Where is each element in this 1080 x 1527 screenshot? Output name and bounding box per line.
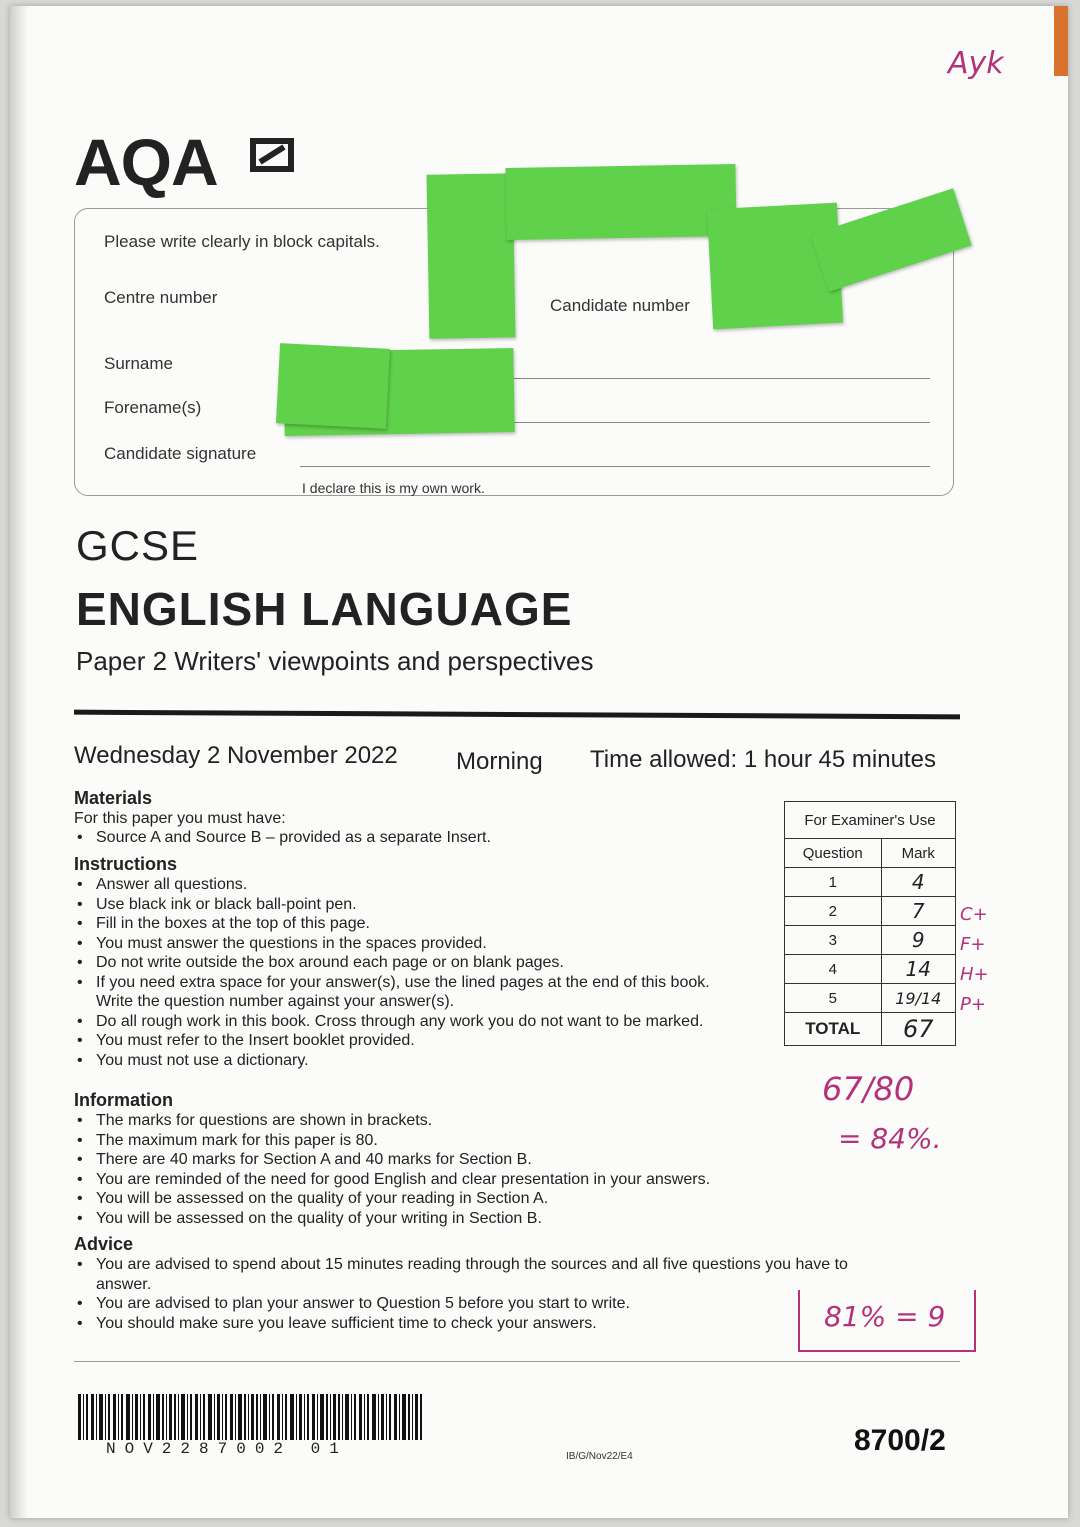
instructions-section xyxy=(74,854,714,1070)
instructions-heading: Instructions xyxy=(74,854,178,874)
instruction-item: • You must refer to the Insert booklet provided. xyxy=(96,1031,714,1051)
advice-item: • You should make sure you leave sufficient time to check your answers. xyxy=(96,1314,874,1334)
instruction-item: • Use black ink or black ball-point pen. xyxy=(96,895,714,915)
materials-intro: For this paper you must have: xyxy=(74,810,286,827)
forenames-label: Forename(s) xyxy=(104,398,202,417)
examiner-table-title: For Examiner's Use xyxy=(785,802,956,839)
instruction-item: • Do not write outside the box around each page or on blank pages. xyxy=(96,953,714,973)
privacy-tape-6 xyxy=(276,343,390,429)
aqa-logo-mark-icon xyxy=(250,138,294,172)
barcode-number: NOV2287002 01 xyxy=(106,1440,348,1458)
signature-line[interactable] xyxy=(300,466,930,467)
block-capitals-instruction: Please write clearly in block capitals. xyxy=(104,232,380,251)
information-item: • The marks for questions are shown in brackets. xyxy=(96,1111,794,1131)
question-number: 3 xyxy=(785,926,882,955)
instruction-item: • If you need extra space for your answer(s), use the lined pages at the end of this book. Write the question number against your answer(s). xyxy=(96,973,714,1012)
question-number: 2 xyxy=(785,897,882,926)
signature-label: Candidate signature xyxy=(104,444,257,463)
instruction-item: • Do all rough work in this book. Cross through any work you do not want to be marked. xyxy=(96,1012,714,1032)
exam-time-of-day: Morning xyxy=(456,748,543,775)
instruction-item: • You must not use a dictionary. xyxy=(96,1051,714,1071)
centre-number-label: Centre number xyxy=(104,288,218,307)
grade-note-q5: P+ xyxy=(960,994,986,1015)
total-mark: 67 xyxy=(881,1013,956,1046)
candidate-number-label: Candidate number xyxy=(550,296,690,315)
information-section xyxy=(74,1090,794,1228)
information-item: • You will be assessed on the quality of your writing in Section B. xyxy=(96,1209,794,1229)
materials-item: • Source A and Source B – provided as a separate Insert. xyxy=(96,828,774,848)
materials-heading: Materials xyxy=(74,788,153,808)
information-item: • There are 40 marks for Section A and 40 marks for Section B. xyxy=(96,1150,794,1170)
question-mark: 9 xyxy=(881,926,956,955)
page-edge-shadow xyxy=(10,6,28,1518)
exam-cover-page xyxy=(10,6,1068,1518)
question-mark: 7 xyxy=(881,897,956,926)
information-heading: Information xyxy=(74,1090,173,1110)
background-corner xyxy=(1054,6,1068,76)
examiner-use-table xyxy=(784,801,956,1046)
advice-item: • You are advised to plan your answer to Question 5 before you start to write. xyxy=(96,1294,874,1314)
question-number: 4 xyxy=(785,955,882,984)
document-reference: IB/G/Nov22/E4 xyxy=(566,1451,633,1462)
grade-note-q3: F+ xyxy=(960,934,986,955)
question-mark: 19/14 xyxy=(881,984,956,1013)
information-item: • You are reminded of the need for good English and clear presentation in your answers. xyxy=(96,1170,794,1190)
subject-title: ENGLISH LANGUAGE xyxy=(76,583,573,635)
question-number: 5 xyxy=(785,984,882,1013)
instruction-item: • You must answer the questions in the spaces provided. xyxy=(96,934,714,954)
privacy-tape-2 xyxy=(505,164,736,240)
question-number: 1 xyxy=(785,868,882,897)
aqa-logo: AQA xyxy=(74,125,218,199)
footer-rule xyxy=(74,1361,960,1362)
question-mark: 4 xyxy=(881,868,956,897)
grade-note-q2: C+ xyxy=(960,904,988,925)
instruction-item: • Fill in the boxes at the top of this page. xyxy=(96,914,714,934)
question-column-header: Question xyxy=(785,839,882,868)
privacy-tape-1 xyxy=(427,173,516,338)
qualification-level: GCSE xyxy=(76,522,200,569)
paper-title: Paper 2 Writers' viewpoints and perspectives xyxy=(76,646,594,676)
advice-heading: Advice xyxy=(74,1234,134,1254)
barcode-icon xyxy=(78,1394,422,1440)
time-allowed: Time allowed: 1 hour 45 minutes xyxy=(590,746,936,773)
declaration-text: I declare this is my own work. xyxy=(302,480,485,496)
advice-item: • You are advised to spend about 15 minutes reading through the sources and all five questions you have to answer. xyxy=(96,1255,874,1294)
grade-note-q4: H+ xyxy=(960,964,989,985)
paper-code: 8700/2 xyxy=(854,1424,946,1457)
question-mark: 14 xyxy=(881,955,956,984)
handwritten-percent: = 84%. xyxy=(838,1122,942,1155)
advice-section xyxy=(74,1234,874,1333)
title-rule xyxy=(74,710,960,720)
handwritten-score: 67/80 xyxy=(822,1070,915,1108)
materials-section xyxy=(74,788,774,848)
information-item: • You will be assessed on the quality of your reading in Section A. xyxy=(96,1189,794,1209)
mark-column-header: Mark xyxy=(881,839,956,868)
handwritten-grade-box: 81% = 9 xyxy=(798,1290,976,1352)
surname-label: Surname xyxy=(104,354,173,373)
instruction-item: • Answer all questions. xyxy=(96,875,714,895)
total-label: TOTAL xyxy=(785,1013,882,1046)
information-item: • The maximum mark for this paper is 80. xyxy=(96,1131,794,1151)
exam-date: Wednesday 2 November 2022 xyxy=(74,742,398,769)
handwritten-initials: Ayk xyxy=(948,46,1004,81)
